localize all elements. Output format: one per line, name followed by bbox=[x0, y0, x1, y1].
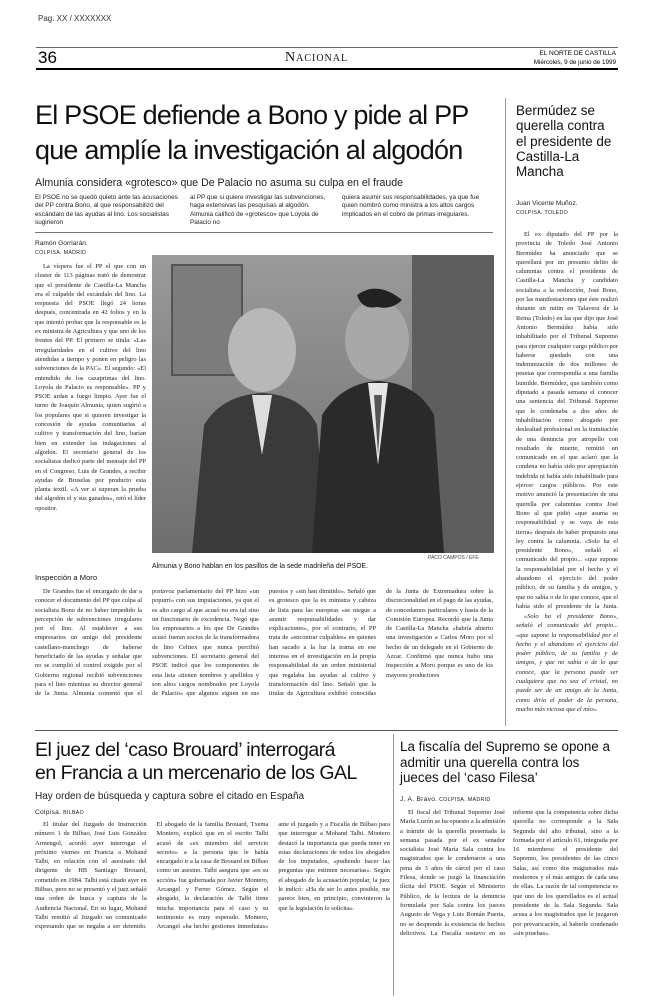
lead-photo bbox=[152, 255, 494, 553]
sidebar-divider bbox=[505, 98, 506, 726]
lead-subtitle: Almunia considera «grotesco» que De Palacio no asuma su culpa en el fraude bbox=[35, 177, 404, 189]
photo-credit: PACO CAMPOS / EFE bbox=[428, 555, 479, 561]
side-text: El ex diputado del PP por la provincia de Toledo José Antonio Bermúdez ha anunciado que se querellará por un presunto delito de calumnias contra el presidente de Castilla-La Mancha y candidato socialista a la reelección, José Bono, por las manifestaciones que éste realizó durante un mitin en Talavera de la Reina (Toledo) en las que dijo que José Antonio Bermúdez había sido inhabilitado por el Tribunal Supremo para ejercer cualquier cargo público por haberse quedado con una indemnización de dos millones de pesetas que correspondía a una familia humilde. Bermúdez, que también como diputado a pasada semana el conocer una sentencia del Tribunal Supremo que le condenaba a dos años de inhabilitación como abogado por deslealtad profesional en la tramitación de una denuncia por atropello con resultado de muerte, remitió un comunicado en el que aclaró que la condena no había sido por apropiación indebida ni había sido inhabilitado para ejercer cargos públicos. Por este motivo anunció la presentación de una querella por calumnias contra José Bono al que pidió «que asuma su responsabilidad y se vaya de esta tierra» después de haber propuesto una ley contra la calumnia. «Solo ha el presidente Bono», señaló el comunicado del propio... «que supone la responsabilidad por el hecho y el abandono el ejercicio del poder público, de su familia y de amigos, y que no sabía o de lo que conoce, que el había sido el presidente de la Junta. bbox=[516, 231, 618, 610]
lead-summary-2: al PP que si quiere investigar las subvenciones, haga extensivas las pesquisas al algodón. Almunia calificó de «grotesco» que Loyola de Palacio no bbox=[190, 194, 326, 227]
lead-headline-2: que amplíe la investigación al algodón bbox=[35, 135, 463, 165]
bottom-divider bbox=[393, 734, 394, 996]
lead-summary-1: El PSOE no se quedó quieto ante las acusaciones del PP contra Bono, al que responsabilizó del escándalo de las ayudas al lino. Los socialistas sugirieron bbox=[35, 194, 178, 227]
filesa-headline: La fiscalía del Supremo se opone a admitir una querella contra los jueces del ‘caso Filesa’ bbox=[400, 739, 610, 786]
photo-illustration bbox=[152, 255, 494, 553]
brouard-text: El titular del Juzgado de Instrucción número 1 de Bilbao, José Luis González Armengol, acordó ayer interrogar el próximo viernes en Francia a Mohand Talbi, en relación con el asesinato del dirigente de HB Santiago Brouard, cometido en 1984. Talbi está citado ayer en Bilbao, pero no se presentó y el juez señaló una orden de busca y captura de la Audiencia Nacional. En su lugar, Mohand Talbi remitió al Juzgado un comunicado expresando que se negaba a ser detenido. El abogado de la familia Brouard, Txema Montero, explicó que en el escrito Talbi acusó de «ex miembro del servicio secreto» a la persona que le había encargado ir a la casa de Brouard en Bilbao como un asesino. Talbi asegura que «es su acción» fue gobernada por Javier Montero, Arcangel y Ferrer Gómez. Según el abogado, la declaración de Talbi tiene mucha importancia para el caso y su testimonio es muy esperado. Montero, Arcangel «ha hecho gestiones inmediatas» ante el juzgado y a Fiscalía de Bilbao para que interrogue a Mohand Talbi. Montero destacó la importancia que pueda tener en estas declaraciones de todos los abogados de los imputados, «pudiendo hacer las preguntas que estimen necesarias». Según el abogado de la acusación popular, la juez le indicó: «Ha de ser lo antes posible, me parece bien, en principio, convinieron la que la legislación lo solicita». bbox=[35, 821, 390, 931]
lead-headline-1: El PSOE defiende a Bono y pide al PP bbox=[35, 100, 469, 130]
lead-byline-name: Ramón Gorriarán. bbox=[35, 240, 88, 247]
lead-bottom-text: De Grandes fue el encargado de dar a conocer el documento del PP que culpa al socialista Bono de no haber impedido la percepción de subvenciones irregulares por el lino. Al establecer a sus empresarios un amigo del presidente castellano-manchego de haberse beneficiado de las ayudas y señalar que no se cumplió el control exigido por el Gobierno regional recibió subvenciones para el lino mientras su director general de la Junta. Almunia comentó que el portavoz parlamentario del PP hizo «un popurrí» con sus imputaciones, ya que el es alto cargo al que acusó no era tal sino un funcionario de excedencia. Negó que los empresarios a los que De Grandes acusó fueran socios de la transformadora de lino Celtiex que nunca percibió subvenciones. El secretario general del PSOE indicó que los componentes de esta lista «tienen nombres y apellidos y son altos cargos nombrados por Loyola de Palacio» que algunos siguen en sus puestos y «sin han dimitido». Señaló que es grotesco que la ex ministra y cabeza de lista para las europeas «se niegue a asumir responsabilidades y dar explicaciones», por el contrario, el PP trata de «encontrar culpables» en quienes han sacado a la luz la trama en ese interesa en el investigación en la propia responsabilidad de un orden ministerial que regalaba las ayudas al cultivo y transformación del lino. Señaló que la titular de Agricultura exhibió conocidas de la Junta de Extremadura sobre la discrecionalidad en el pago de las ayudas, de concedamos particulares y hasta de la Comisión Europea. Recordó que la Junta de Castilla-La Mancha «habría abierto una investigación a Carlos Moro por el hecho de un delegado en el Gobierno de Azcar. Confirmó que nunca hubo una inspección a Moro porque es uno de los mayores productores bbox=[35, 588, 493, 698]
side-quote: «Solo ha el presidente Bono», señaló el comunicado del propio... «que supone la responsabilidad por el hecho y el abandono el ejercicio del poder público, de su familia y de amigos, y que no sabía o de lo que conoce, que la persona puede ser cualquiera que no sea el cristal, no puede ser de un amigo de la Junta, como diría el poder de la persona, mucho más viciosa que el mío». bbox=[516, 613, 618, 713]
brouard-headline-1: El juez del ‘caso Brouard’ interrogará bbox=[35, 739, 336, 761]
issue-date: Miércoles, 9 de junio de 1999 bbox=[533, 59, 616, 66]
lead-col1-text: La víspera fue el PP el que con un cluster de 113 páginas trató de demostrar que el presidente de Castilla-La Mancha era el culpable del escándalo del lino. La respuesta del PSOE llegó 24 horas después, concentrada en 42 folios y en la que intentó probar que la responsable es la ex ministra de Agricultura y que uno de los frentes del PP. El primero se titula: «Las irregularidades en el cultivo del lino atendidas a tiempo y ponen en peligro las subvenciones de la PAC». El segundo: «El entendido de los cazaprimas del lino. Loyola de Palacio es responsable». PP y PSOE ardan a fuego limpio. Ayer fue el turno de Joaquín Almunia, quien sugirió a los populares que si quieren investigar la concesión de ayudas comunitarias al cultivo y transformación del lino, harían bien en extender las indagaciones al algodón. El secretario general de los socialistas dedicó parte del mensaje del PP en el Congreso, Luis de Grandes, a recibir ayudas de Bruselas por producto esta planta textil. «A ver si superan la prueba del algodón el y sus ganados», retó el líder opositor. bbox=[35, 263, 146, 512]
side-headline: Bermúdez se querella contra el presidente de Castilla-La Mancha bbox=[516, 103, 612, 180]
brouard-byline-name: Colpisa. bbox=[35, 809, 62, 816]
filesa-byline bbox=[400, 796, 510, 805]
top-ref: Pag. XX / XXXXXXX bbox=[38, 14, 112, 23]
brouard-byline bbox=[35, 809, 145, 818]
filesa-byline-agency: COLPISA. MADRID bbox=[439, 797, 491, 803]
newspaper-name: EL NORTE DE CASTILLA bbox=[539, 50, 616, 57]
lead-byline-agency: COLPISA. MADRID bbox=[35, 249, 87, 256]
page-number: 36 bbox=[38, 48, 57, 67]
brouard-headline-2: en Francia a un mercenario de los GAL bbox=[35, 762, 357, 784]
side-byline-agency: COLPISA. TOLEDO bbox=[516, 209, 568, 216]
lead-subsection: Inspección a Moro bbox=[35, 573, 98, 582]
brouard-subtitle: Hay orden de búsqueda y captura sobre el citado en España bbox=[35, 791, 305, 802]
section-name: Nacional bbox=[285, 50, 349, 65]
header-rule-top bbox=[36, 47, 618, 48]
lead-byline bbox=[35, 240, 145, 257]
filesa-text: El fiscal del Tribunal Supremo José María Luzón se ha opuesto a la admisión a trámite de la querella presentada la semana pasada por el ex senador socialista José María Sala contra los magistrados que le condenaron a una pena de 3 años de cárcel por el caso Filesa, donde se juzgó la financiación ilícita del PSOE. Según el Ministerio Público, de la lectura de la denuncia formulada por Sala contra los jueces Augusto de Vega y Luis Román Puerta, no se desprende la existencia de hechos delictivos. La Fiscalía sostuvo en su informe que la competencia sobre dicha querella no corresponde a la Sala Segunda del alto tribunal, sino a la formada por el artículo 61, integrada por 16 miembros: el presidente del Supremo, los presidentes de las cinco Salas, así como dos magistrados más modernos y el más antiguo de cada una de ellas. La razón de tal competencia es que uno de los querellados es el actual presidente de la Sala Segunda. Sala acusa a los magistrados que le juzgaron por prevaricación, al haberle condenado «sin pruebas». bbox=[400, 809, 618, 937]
filesa-byline-name: J. A. Bravo. bbox=[400, 796, 438, 803]
header-rule bbox=[36, 68, 618, 70]
side-byline bbox=[516, 200, 618, 217]
bottom-stories-rule bbox=[35, 730, 618, 731]
summary-rule bbox=[35, 232, 493, 233]
lead-summary-3: quiera asumir sus responsabilidades, ya que fue quien nombró como ministra a los altos cargos implicados en el cobro de primas irregulares. bbox=[342, 194, 480, 218]
photo-caption: Almunia y Bono hablan en los pasillos de la sede madrileña del PSOE. bbox=[152, 563, 369, 570]
brouard-byline-agency: BILBAO bbox=[63, 810, 85, 816]
side-byline-name: Juan Vicente Muñoz. bbox=[516, 200, 578, 207]
